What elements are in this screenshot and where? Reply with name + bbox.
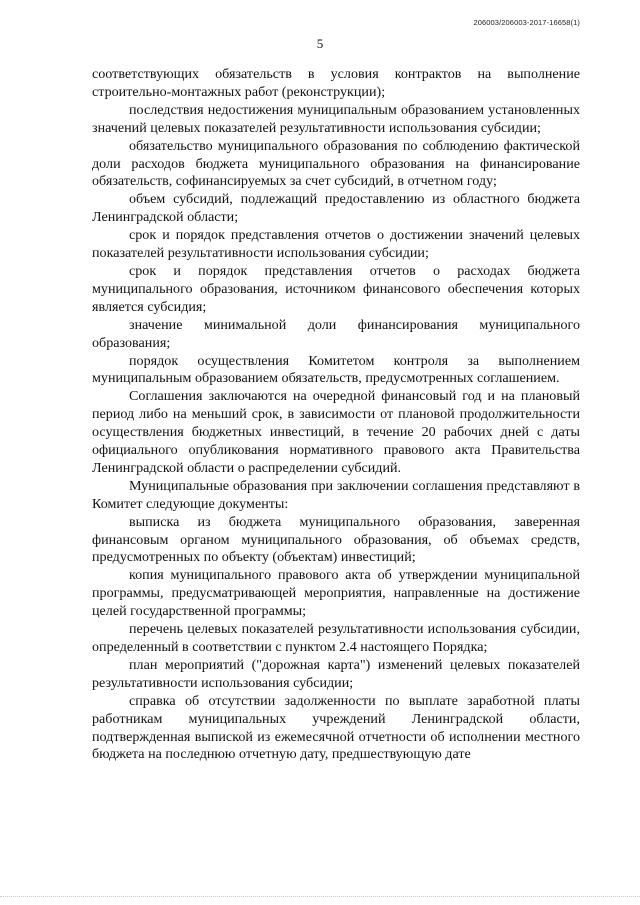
- paragraph: копия муниципального правового акта об утверждении муниципальной программы, предусматривающей мероприятия, направленные на достижение целей государственной программы;: [92, 567, 580, 620]
- paragraph: перечень целевых показателей результативности использования субсидии, определенный в соответствии с пунктом 2.4 настоящего Порядка;: [92, 621, 580, 655]
- paragraph: срок и порядок представления отчетов о расходах бюджета муниципального образования, источником финансового обеспечения которых является субсидия;: [92, 262, 580, 315]
- scan-artifact-line: [0, 896, 640, 898]
- paragraph: Соглашения заключаются на очередной финансовый год и на плановый период либо на меньший срок, в зависимости от плановой продолжительности осуществления бюджетных инвестиций, в течение 20 рабочих дней с даты официального опубликования нормативного правового акта Правительства Ленинградской области о распределении субсидий.: [92, 388, 580, 476]
- page-number: 5: [316, 36, 324, 51]
- paragraph: выписка из бюджета муниципального образования, заверенная финансовым органом муниципального образования, об объемах средств, предусмотренных по объекту (объектам) инвестиций;: [92, 513, 580, 566]
- document-body: [92, 66, 580, 764]
- paragraph: значение минимальной доли финансирования муниципального образования;: [92, 316, 580, 351]
- paragraph: справка об отсутствии задолженности по выплате заработной платы работникам муниципальных учреждений Ленинградской области, подтвержденная выпиской из ежемесячной отчетности об исполнении местного бюджета на последнюю отчетную дату, предшествующую дате: [92, 692, 580, 763]
- paragraph: обязательство муниципального образования по соблюдению фактической доли расходов бюджета муниципального образования на финансирование обязательств, софинансируемых за счет субсидий, в отчетном году;: [92, 137, 580, 190]
- paragraph: объем субсидий, подлежащий предоставлению из областного бюджета Ленинградской области;: [92, 191, 580, 226]
- paragraph: соответствующих обязательств в условия контрактов на выполнение строительно-монтажных работ (реконструкции);: [92, 66, 580, 100]
- document-id: 206003/206003-2017-16658(1): [473, 18, 580, 27]
- paragraph: порядок осуществления Комитетом контроля за выполнением муниципальным образованием обязательств, предусмотренных соглашением.: [92, 352, 580, 387]
- paragraph: срок и порядок представления отчетов о достижении значений целевых показателей результативности использования субсидии;: [92, 227, 580, 262]
- paragraph: последствия недостижения муниципальным образованием установленных значений целевых показателей результативности использования субсидии;: [92, 101, 580, 136]
- paragraph: план мероприятий ("дорожная карта") изменений целевых показателей результативности использования субсидии;: [92, 656, 580, 691]
- paragraph: Муниципальные образования при заключении соглашения представляют в Комитет следующие документы:: [92, 477, 580, 512]
